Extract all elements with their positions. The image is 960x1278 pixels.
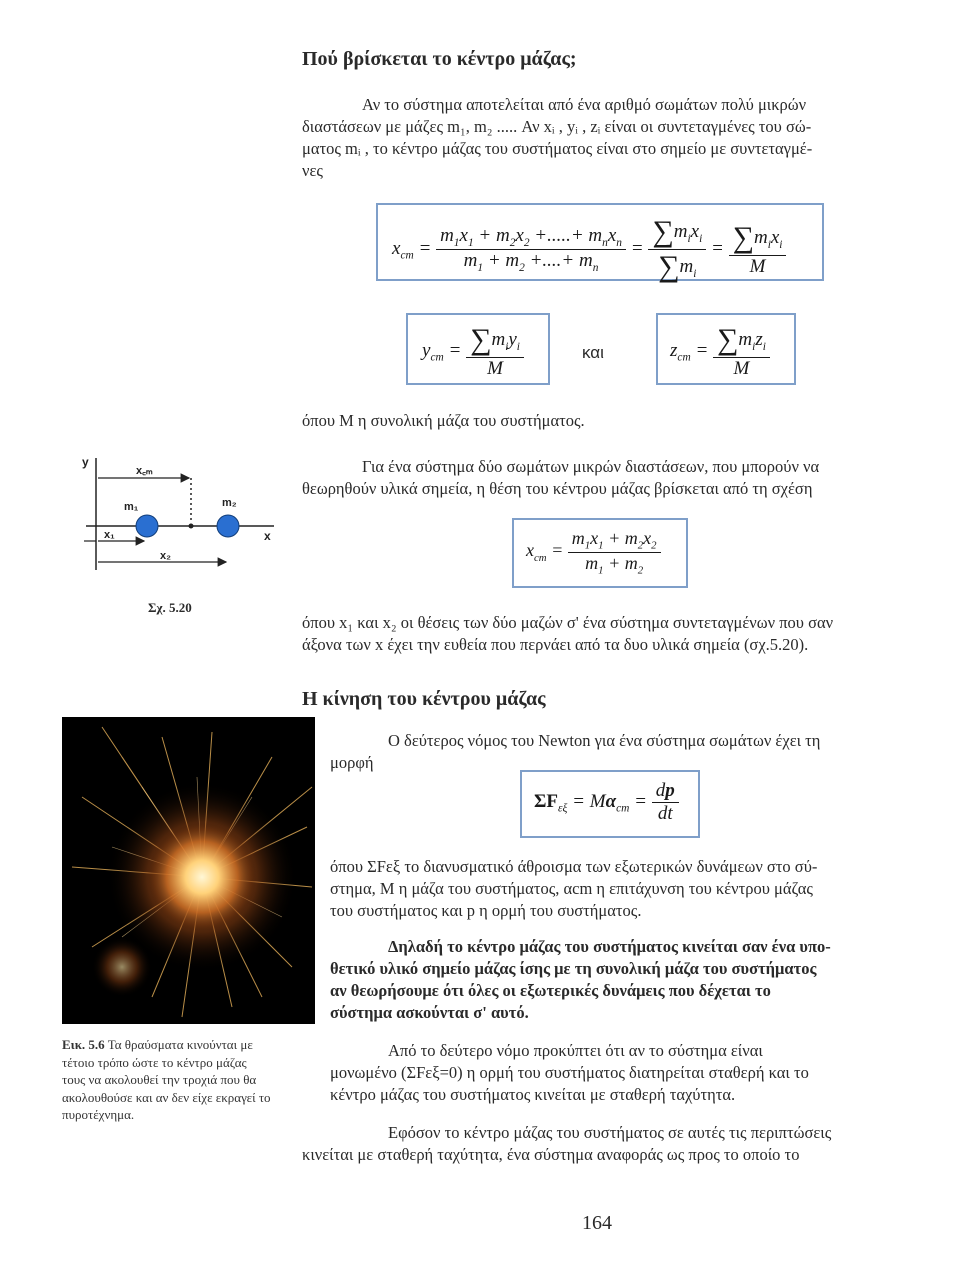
formula-zcm: $z_{cm}$ = $\frac{\sum m_iz_i}{M}$ bbox=[670, 323, 770, 380]
last-paragraph bbox=[302, 1122, 898, 1166]
formula-xcm-box bbox=[376, 203, 824, 281]
formula-ycm: $y_{cm}$ = $\frac{\sum m_iy_i}{M}$ bbox=[422, 323, 524, 380]
fireworks-photo bbox=[62, 717, 315, 1024]
formula-xcm: $x_{cm}$ = $\frac{m_1x_1 + m_2x_2 +.....+ m_nx_n}{m_1 + m_2 +....+ m_n}$ = $\frac{\sum m_ix_i}{\sum m_i}$ = $\frac{\sum m_ix_i}{M}$ bbox=[392, 215, 786, 284]
formula-newton: $\Sigma F_{\varepsilon\xi} = M\alpha_{cm}$ = $\frac{dp}{dt}$ bbox=[534, 780, 679, 825]
caption-line: Τα θραύσματα κινούνται με bbox=[107, 1037, 253, 1052]
bold-statement-paragraph bbox=[330, 936, 898, 1024]
cm-point bbox=[189, 524, 194, 529]
caption-line: τους να ακολουθεί την τροχιά που θα bbox=[62, 1072, 257, 1087]
page-number: 164 bbox=[582, 1212, 612, 1234]
formula-ycm-box bbox=[406, 313, 550, 385]
bold-line: σύστημα ασκούνται σ' αυτό. bbox=[330, 1003, 529, 1022]
two-body-paragraph bbox=[302, 456, 898, 500]
and-word: και bbox=[582, 343, 604, 362]
where-x-line: άξονα των x έχει την ευθεία που περνάει από τα δυο υλικά σημεία (σχ.5.20). bbox=[302, 635, 809, 654]
last-line: κινείται με σταθερή ταχύτητα, ένα σύστημα αναφοράς ως προς το οποίο το bbox=[302, 1145, 800, 1164]
last-line: Εφόσον το κέντρο μάζας του συστήματος σε αυτές τις περιπτώσεις bbox=[388, 1123, 832, 1142]
two-body-line: Για ένα σύστημα δύο σωμάτων μικρών διαστάσεων, που μπορούν να bbox=[362, 457, 820, 476]
newton-paragraph bbox=[330, 730, 898, 774]
xcm-label: x꜀ₘ bbox=[136, 465, 153, 477]
formula-two-body: $x_{cm}$ = $\frac{m_1x_1 + m_2x_2}{m_1 + m_2}$ bbox=[526, 528, 661, 576]
where-F-line: όπου ΣFεξ το διανυσματικό άθροισμα των εξωτερικών δυνάμεων στο σύ- bbox=[330, 857, 818, 876]
bold-line: θετικό υλικό σημείο μάζας ίσης με τη συνολική μάζα του συστήματος bbox=[330, 959, 817, 978]
newton-line: μορφή bbox=[330, 753, 374, 772]
caption-line: ακολουθούσε και αν δεν είχε εκραγεί το bbox=[62, 1089, 271, 1105]
formula-zcm-box bbox=[656, 313, 796, 385]
newton-line: Ο δεύτερος νόμος του Newton για ένα σύστημα σωμάτων έχει τη bbox=[388, 731, 821, 750]
where-F-line: στημα, M η μάζα του συστήματος, αcm η επιτάχυνση του κέντρου μάζας bbox=[330, 879, 813, 898]
intro-paragraph bbox=[302, 94, 898, 182]
x1-label: x₁ bbox=[104, 529, 115, 541]
where-F-paragraph bbox=[330, 856, 898, 922]
caption-line: τέτοιο τρόπο ώστε το κέντρο μάζας bbox=[62, 1054, 247, 1070]
mass-1 bbox=[136, 515, 158, 537]
bold-line: αν θεωρήσουμε ότι όλες οι εξωτερικές δυνάμεις που δέχεται το bbox=[330, 981, 771, 1000]
where-F-line: του συστήματος και p η ορμή του συστήματος. bbox=[330, 901, 642, 920]
caption-label: Εικ. 5.6 bbox=[62, 1037, 105, 1052]
two-mass-diagram bbox=[76, 452, 296, 582]
m1-label: m₁ bbox=[124, 501, 139, 513]
m2-label: m₂ bbox=[222, 497, 237, 509]
caption-line: πυροτέχνημα. bbox=[62, 1107, 135, 1122]
isolated-paragraph bbox=[330, 1040, 898, 1106]
formula-two-body-box bbox=[512, 518, 688, 588]
intro-line: διαστάσεων με μάζες m₁, m₂ ..... Αν xᵢ , yᵢ , zᵢ είναι οι συντεταγμένες του σώ- bbox=[302, 117, 812, 136]
fireworks-illustration bbox=[62, 717, 315, 1024]
section-title-center-of-mass: Πού βρίσκεται το κέντρο μάζας; bbox=[302, 48, 577, 70]
intro-line: Αν το σύστημα αποτελείται από ένα αριθμό σωμάτων πολύ μικρών bbox=[362, 95, 807, 114]
where-M-text: όπου M η συνολική μάζα του συστήματος. bbox=[302, 411, 585, 430]
isolated-line: Από το δεύτερο νόμο προκύπτει ότι αν το σύστημα είναι bbox=[388, 1041, 763, 1060]
mass-2 bbox=[217, 515, 239, 537]
bold-line: Δηλαδή το κέντρο μάζας του συστήματος κινείται σαν ένα υπο- bbox=[388, 937, 831, 956]
where-x-line: όπου x₁ και x₂ οι θέσεις των δύο μαζών σ' ένα σύστημα συντεταγμένων που σαν bbox=[302, 613, 834, 632]
photo-caption bbox=[62, 1036, 312, 1124]
x-axis-label: x bbox=[264, 529, 271, 543]
y-axis-label: y bbox=[82, 455, 89, 469]
formula-newton-box bbox=[520, 770, 700, 838]
intro-line: νες bbox=[302, 161, 323, 180]
figure-label: Σχ. 5.20 bbox=[148, 600, 192, 615]
isolated-line: μονωμένο (ΣFεξ=0) η ορμή του συστήματος διατηρείται σταθερή και το bbox=[330, 1063, 809, 1082]
two-body-line: θεωρηθούν υλικά σημεία, η θέση του κέντρου μάζας βρίσκεται από τη σχέση bbox=[302, 479, 813, 498]
x2-label: x₂ bbox=[160, 550, 172, 562]
isolated-line: κέντρο μάζας του συστήματος κινείται με σταθερή ταχύτητα. bbox=[330, 1085, 736, 1104]
section-title-cm-motion: Η κίνηση του κέντρου μάζας bbox=[302, 688, 546, 710]
intro-line: ματος mᵢ , το κέντρο μάζας του συστήματος είναι στο σημείο με συντεταγμέ- bbox=[302, 139, 813, 158]
where-x-paragraph bbox=[302, 612, 898, 656]
